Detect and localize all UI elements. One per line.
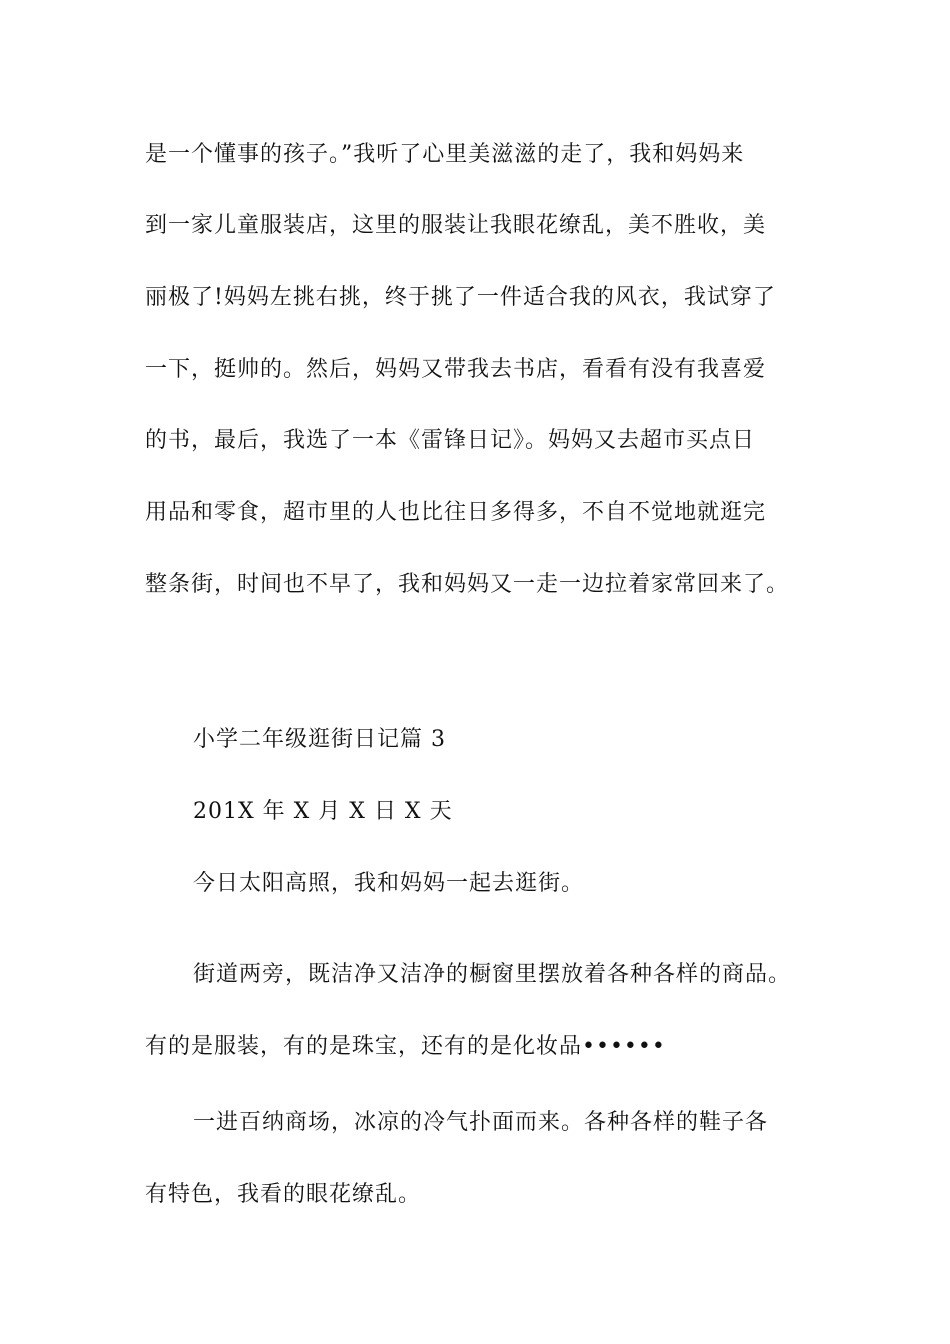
paragraph-line: 丽极了!妈妈左挑右挑，终于挑了一件适合我的风衣，我试穿了 — [145, 285, 776, 310]
date-line: 201X 年 X 月 X 日 X 天 — [193, 799, 453, 824]
paragraph-line: 一进百纳商场，冰凉的冷气扑面而来。各种各样的鞋子各 — [193, 1110, 769, 1135]
paragraph-line: 到一家儿童服装店，这里的服装让我眼花缭乱，美不胜收，美 — [145, 213, 767, 238]
section-title: 小学二年级逛街日记篇 3 — [193, 727, 446, 752]
paragraph-line: 一下，挺帅的。然后，妈妈又带我去书店，看看有没有我喜爱 — [145, 357, 767, 382]
paragraph-line: 是一个懂事的孩子。”我听了心里美滋滋的走了，我和妈妈来 — [145, 142, 745, 167]
paragraph-line: 有的是服装，有的是珠宝，还有的是化妆品•••••• — [145, 1034, 666, 1059]
paragraph-line: 用品和零食，超市里的人也比往日多得多，不自不觉地就逛完 — [145, 500, 767, 525]
paragraph-line: 的书，最后，我选了一本《雷锋日记》。妈妈又去超市买点日 — [145, 428, 756, 453]
paragraph-line: 整条街，时间也不早了，我和妈妈又一走一边拉着家常回来了。 — [145, 572, 790, 597]
paragraph-line: 街道两旁，既洁净又洁净的橱窗里摆放着各种各样的商品。 — [193, 962, 792, 987]
paragraph-line: 今日太阳高照，我和妈妈一起去逛街。 — [193, 871, 585, 896]
paragraph-line: 有特色，我看的眼花缭乱。 — [145, 1182, 422, 1207]
